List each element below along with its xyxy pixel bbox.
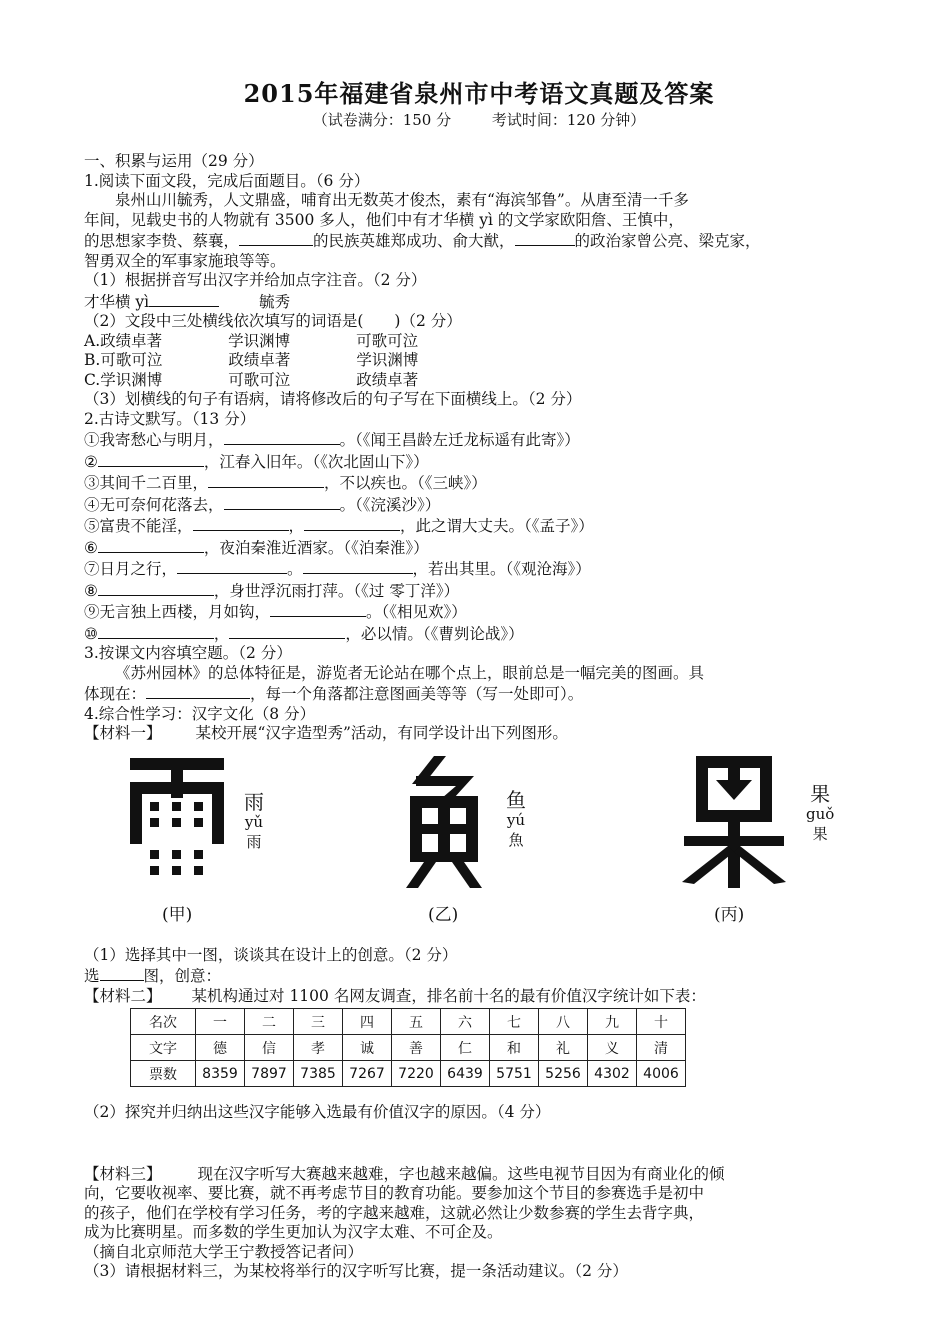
q4-sub1: （1）选择其中一图，谈谈其在设计上的创意。（2 分） <box>84 945 458 964</box>
q4-sub2: （2）探究并归纳出这些汉字能够入选最有价值汉字的原因。（4 分） <box>84 1103 551 1121</box>
q3-stem: 3.按课文内容填空题。（2 分） <box>84 644 292 662</box>
figure-yu-fish <box>394 752 654 932</box>
answer-blank[interactable] <box>98 537 204 553</box>
answer-blank[interactable] <box>149 291 219 307</box>
table-cell: 7267 <box>343 1061 392 1087</box>
table-cell: 4006 <box>637 1061 686 1087</box>
poem-line: ④无可奈何花落去， 。（《浣溪沙》） <box>84 495 441 514</box>
poem-line: ⑧ ，身世浮沉雨打萍。（《过 零丁洋》） <box>84 581 460 600</box>
table-cell: 7385 <box>294 1061 343 1087</box>
table-row <box>131 1009 686 1035</box>
answer-blank[interactable] <box>229 623 345 639</box>
option-b[interactable]: B.可歌可泣 政绩卓著 学识渊博 <box>84 351 419 369</box>
material-3-line: 的孩子，他们在学校有学习任务，考的字越来越难，这就必然让少数参赛的学生去背字典， <box>84 1203 705 1222</box>
table-cell: 5751 <box>490 1061 539 1087</box>
material-3-source: （摘自北京师范大学王宁教授答记者问） <box>84 1242 364 1261</box>
figure-yu-rain <box>122 752 382 932</box>
table-cell: 礼 <box>539 1035 588 1061</box>
figure-guo-fruit <box>674 752 934 932</box>
material-3: 【材料三】 现在汉字听写大赛越来越难，字也越来越偏。这些电视节目因为有商业化的倾 <box>84 1164 725 1183</box>
page-title: 2015年福建省泉州市中考语文真题及答案 <box>243 79 715 108</box>
poem-line: ⑨无言独上西楼，月如钩， 。（《相见欢》） <box>84 603 467 621</box>
answer-blank[interactable] <box>239 230 313 246</box>
figure-annotation: 雨 yǔ 雨 <box>244 789 264 851</box>
glyph-figures <box>84 752 874 932</box>
section-heading: 一、积累与运用（29 分） <box>84 152 264 170</box>
answer-blank[interactable] <box>146 683 250 699</box>
figure-caption: (丙) <box>714 904 745 925</box>
answer-blank[interactable] <box>515 230 575 246</box>
table-cell: 三 <box>294 1009 343 1035</box>
table-cell: 七 <box>490 1009 539 1035</box>
figure-annotation: 果 guǒ 果 <box>806 781 835 843</box>
material-2: 【材料二】 某机构通过对 1100 名网友调查，排名前十名的最有价值汉字统计如下表： <box>84 986 706 1005</box>
q1-sub3: （3）划横线的句子有语病，请将修改后的句子写在下面横线上。（2 分） <box>84 390 582 408</box>
answer-blank[interactable] <box>208 472 324 488</box>
q1-passage-2: 年间，见载史书的人物就有 3500 多人，他们中有才华横 yì 的文学家欧阳詹、王慎中， <box>84 210 684 229</box>
table-cell: 清 <box>637 1035 686 1061</box>
answer-blank[interactable] <box>177 558 287 574</box>
q2-stem: 2.古诗文默写。（13 分） <box>84 409 256 428</box>
table-cell: 十 <box>637 1009 686 1035</box>
answer-blank[interactable] <box>193 515 289 531</box>
table-cell: 德 <box>196 1035 245 1061</box>
q1-passage-3: 的思想家李贽、蔡襄， 的民族英雄郑成功、俞大猷， 的政治家曾公亮、梁克家， <box>84 232 761 250</box>
answer-blank[interactable] <box>224 494 340 510</box>
q3-text-1: 《苏州园林》的总体特征是，游览者无论站在哪个点上，眼前总是一幅完美的图画。具 <box>115 663 705 682</box>
material-3-line: 向，它要收视率、要比赛，就不再考虑节目的教育功能。要参加这个节目的参赛选手是初中 <box>84 1184 705 1202</box>
exam-time: 考试时间：120 分钟） <box>491 111 646 129</box>
table-cell: 6439 <box>441 1061 490 1087</box>
material-1: 【材料一】 某校开展“汉字造型秀”活动，有同学设计出下列图形。 <box>84 724 568 742</box>
row-header: 文字 <box>131 1035 196 1061</box>
answer-blank[interactable] <box>303 558 413 574</box>
q4-sub1-answer: 选 图，创意： <box>84 967 222 985</box>
poem-lines <box>84 429 874 644</box>
full-score: （试卷满分：150 分 <box>312 111 452 129</box>
answer-blank[interactable] <box>98 580 214 596</box>
option-a[interactable]: A.政绩卓著 学识渊博 可歌可泣 <box>84 331 419 350</box>
table-cell: 四 <box>343 1009 392 1035</box>
table-cell: 二 <box>245 1009 294 1035</box>
table-cell: 六 <box>441 1009 490 1035</box>
q4-sub3: （3）请根据材料三，为某校将举行的汉字听写比赛，提一条活动建议。（2 分） <box>84 1262 628 1280</box>
q1-sub2: （2）文段中三处横线依次填写的词语是( )（2 分） <box>84 312 462 330</box>
q1-passage-4: 智勇双全的军事家施琅等等。 <box>84 251 286 270</box>
q1-sub1: （1）根据拼音写出汉字并给加点字注音。（2 分） <box>84 271 427 289</box>
poem-line: ⑥ ，夜泊秦淮近酒家。（《泊秦淮》） <box>84 538 429 557</box>
table-cell: 九 <box>588 1009 637 1035</box>
answer-blank[interactable] <box>100 965 144 981</box>
table-cell: 义 <box>588 1035 637 1061</box>
q4-stem: 4.综合性学习：汉字文化（8 分） <box>84 704 316 723</box>
table-cell: 和 <box>490 1035 539 1061</box>
table-cell: 诚 <box>343 1035 392 1061</box>
material-3-line: 成为比赛明星。而多数的学生更加认为汉字太难、不可企及。 <box>84 1223 503 1241</box>
table-cell: 孝 <box>294 1035 343 1061</box>
table-cell: 5256 <box>539 1061 588 1087</box>
q3-text-2: 体现在： ，每一个角落都注意图画美等等（写一处即可）。 <box>84 685 584 703</box>
figure-caption: (甲) <box>162 904 193 925</box>
poem-line: ⑤富贵不能淫， ， ，此之谓大丈夫。（《孟子》） <box>84 517 594 535</box>
row-header: 票数 <box>131 1061 196 1087</box>
poem-line: ⑩ ， ，必以情。（《曹刿论战》） <box>84 624 524 643</box>
q1-stem: 1.阅读下面文段，完成后面题目。（6 分） <box>84 171 370 190</box>
answer-blank[interactable] <box>224 429 340 445</box>
table-cell: 7897 <box>245 1061 294 1087</box>
answer-blank[interactable] <box>98 623 214 639</box>
fruit-glyph-art <box>674 752 794 892</box>
answer-blank[interactable] <box>270 601 366 617</box>
table-row <box>131 1061 686 1087</box>
answer-blank[interactable] <box>304 515 400 531</box>
fish-glyph-art <box>394 752 494 892</box>
exam-info <box>84 110 874 130</box>
poem-line: ⑦日月之行， 。 ，若出其里。（《观沧海》） <box>84 560 591 578</box>
figure-annotation: 鱼 yú 魚 <box>506 787 526 849</box>
table-cell: 4302 <box>588 1061 637 1087</box>
table-cell: 7220 <box>392 1061 441 1087</box>
poem-line: ③其间千二百里， ，不以疾也。（《三峡》） <box>84 474 487 492</box>
table-row <box>131 1035 686 1061</box>
poem-line: ② ，江春入旧年。（《次北固山下》） <box>84 452 429 471</box>
rain-glyph-art <box>122 752 232 892</box>
table-cell: 仁 <box>441 1035 490 1061</box>
table-cell: 善 <box>392 1035 441 1061</box>
row-header: 名次 <box>131 1009 196 1035</box>
q1-sub1-answer: 才华横 yì 毓秀 <box>84 292 291 311</box>
table-cell: 8359 <box>196 1061 245 1087</box>
table-cell: 信 <box>245 1035 294 1061</box>
answer-blank[interactable] <box>98 451 204 467</box>
table-cell: 五 <box>392 1009 441 1035</box>
exam-page <box>84 78 874 1282</box>
q1-passage-1: 泉州山川毓秀，人文鼎盛，哺育出无数英才俊杰，素有“海滨邹鲁”。从唐至清一千多 <box>115 191 689 209</box>
table-cell: 一 <box>196 1009 245 1035</box>
figure-caption: (乙) <box>428 904 459 925</box>
vote-table <box>130 1008 686 1087</box>
table-cell: 八 <box>539 1009 588 1035</box>
option-c[interactable]: C.学识渊博 可歌可泣 政绩卓著 <box>84 370 419 389</box>
poem-line: ①我寄愁心与明月， 。（《闻王昌龄左迁龙标遥有此寄》） <box>84 431 580 449</box>
